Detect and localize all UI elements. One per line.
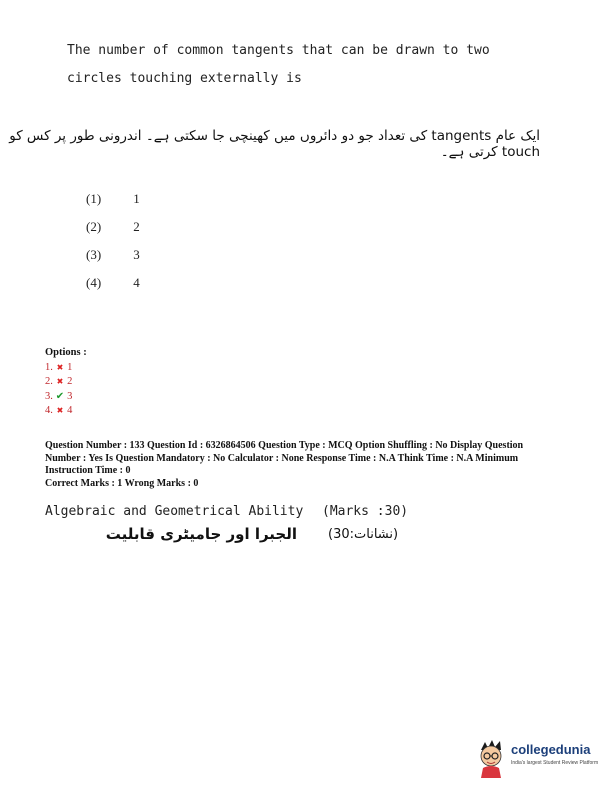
choice-value: 4	[133, 275, 140, 290]
section-marks-urdu: (نشانات:30)	[328, 527, 399, 542]
choice-4	[86, 275, 140, 291]
option-index: 2.	[45, 376, 53, 387]
meta-info: Question Number : 133 Question Id : 6326864506 Question Type : MCQ Option Shuffling : No Display Question Number : Yes Is Question Mandatory : No Calculator : None Response Time : N.A Think Time : N.A Minimum Instruction Time : 0	[45, 440, 524, 476]
cross-icon: ✖	[56, 377, 64, 386]
option-3	[45, 390, 87, 405]
meta-marks: Correct Marks : 1 Wrong Marks : 0	[45, 477, 199, 489]
section-title-urdu: الجبرا اور جامیٹری قابلیت	[105, 525, 297, 543]
choice-value: 1	[133, 191, 140, 206]
section-marks: (Marks :30)	[322, 504, 409, 519]
section-title: Algebraic and Geometrical Ability	[45, 504, 304, 519]
logo-tagline: India's largest Student Review Platform	[511, 760, 599, 766]
option-index: 4.	[45, 405, 53, 416]
choice-1	[86, 191, 140, 207]
options-heading: Options :	[45, 347, 87, 358]
cross-icon: ✖	[56, 406, 64, 415]
choice-value: 3	[133, 247, 140, 262]
question-text-urdu: ایک عام tangents کی تعداد جو دو دائروں میں کھینچی جا سکتی ہے۔ اندرونی طور پر کس کو touch کرتی ہے۔	[9, 128, 540, 160]
question-text: The number of common tangents that can be drawn to two circles touching externally is	[67, 43, 490, 86]
choice-number: (1)	[86, 191, 102, 206]
cross-icon: ✖	[56, 362, 64, 372]
option-value: 4	[67, 405, 73, 416]
choice-2	[86, 219, 140, 235]
collegedunia-logo	[475, 738, 605, 778]
student-mascot-icon	[475, 738, 509, 778]
logo-name: collegedunia	[511, 742, 591, 757]
choice-number: (2)	[86, 219, 102, 234]
option-2	[45, 375, 87, 390]
option-1	[45, 361, 87, 376]
option-4	[45, 404, 87, 419]
options-list	[45, 346, 87, 419]
option-index: 1.	[45, 361, 53, 373]
option-value: 1	[67, 361, 73, 373]
choice-number: (4)	[86, 275, 102, 290]
check-icon: ✔	[55, 390, 65, 402]
question-meta	[45, 440, 555, 490]
choice-value: 2	[133, 219, 140, 234]
option-index: 3.	[45, 390, 53, 402]
option-value: 3	[67, 390, 73, 402]
option-value: 2	[67, 376, 73, 387]
choice-number: (3)	[86, 247, 102, 262]
choice-3	[86, 247, 140, 263]
